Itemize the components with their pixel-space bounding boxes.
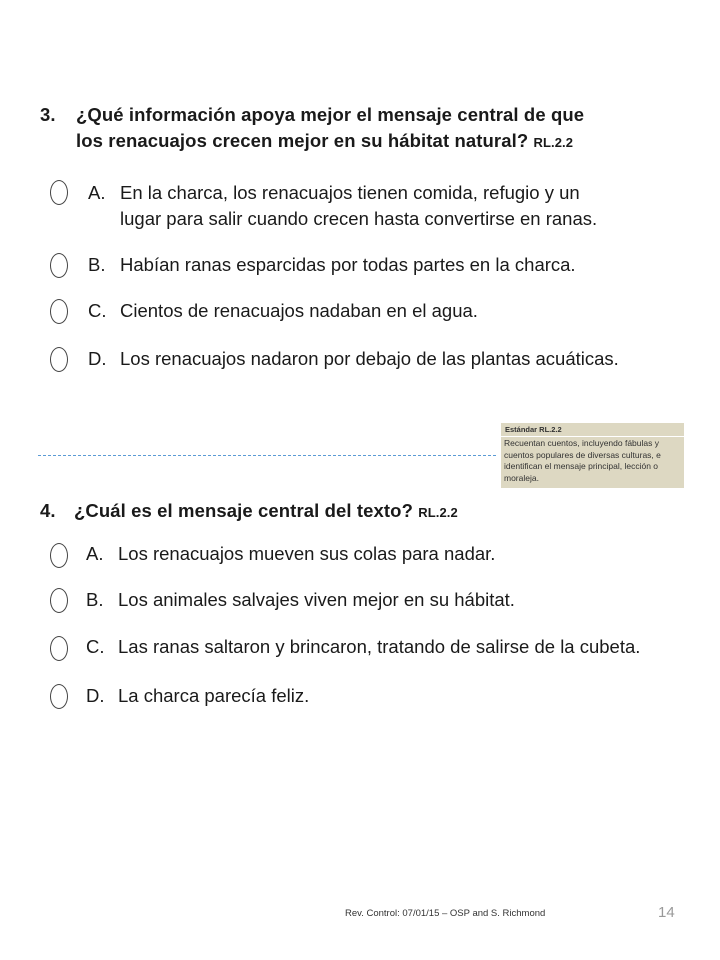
answer-bubble-3d[interactable] — [50, 347, 68, 372]
question-3-title — [40, 102, 700, 156]
option-3d — [88, 346, 619, 372]
option-letter: C. — [88, 300, 107, 321]
answer-bubble-3c[interactable] — [50, 299, 68, 324]
answer-bubble-4b[interactable] — [50, 588, 68, 613]
answer-bubble-3b[interactable] — [50, 253, 68, 278]
option-letter: B. — [86, 589, 104, 610]
answer-bubble-4c[interactable] — [50, 636, 68, 661]
option-3a — [88, 180, 597, 232]
answer-bubble-3a[interactable] — [50, 180, 68, 205]
option-text: Habían ranas esparcidas por todas partes en la charca. — [120, 254, 576, 275]
standard-note-body: Recuentan cuentos, incluyendo fábulas y cuentos populares de diversas culturas, e identifican el mensaje principal, lección o moraleja. — [504, 438, 661, 483]
question-text-line-2 — [76, 128, 700, 156]
question-text-line-1: ¿Qué información apoya mejor el mensaje central de que — [76, 104, 585, 125]
standard-note-box — [501, 423, 684, 488]
option-4b — [86, 587, 515, 613]
standard-tag: RL.2.2 — [418, 505, 458, 520]
option-3b — [88, 252, 576, 278]
standard-tag: RL.2.2 — [533, 135, 574, 150]
question-text: los renacuajos crecen mejor en su hábitat natural? — [76, 130, 529, 151]
option-4d — [86, 683, 309, 709]
option-text: Los renacuajos nadaron por debajo de las plantas acuáticas. — [120, 348, 619, 369]
option-text: Los renacuajos mueven sus colas para nadar. — [118, 543, 496, 564]
option-letter: A. — [88, 182, 106, 203]
option-text-line-2: lugar para salir cuando crecen hasta convertirse en ranas. — [120, 208, 598, 229]
question-number: 3. — [40, 104, 56, 125]
revision-control-footer: Rev. Control: 07/01/15 – OSP and S. Richmond — [345, 908, 546, 919]
question-number: 4. — [40, 500, 56, 521]
option-letter: D. — [86, 685, 105, 706]
option-letter: C. — [86, 636, 105, 657]
option-text: La charca parecía feliz. — [118, 685, 310, 706]
section-divider — [38, 455, 496, 456]
answer-bubble-4d[interactable] — [50, 684, 68, 709]
option-4a — [86, 541, 495, 567]
question-text-line — [74, 498, 700, 526]
option-letter: D. — [88, 348, 107, 369]
option-text: Las ranas saltaron y brincaron, tratando de salirse de la cubeta. — [118, 636, 641, 657]
option-4c — [86, 634, 640, 660]
option-text: Cientos de renacuajos nadaban en el agua. — [120, 300, 478, 321]
question-4-title — [40, 498, 700, 526]
option-text-line-1: En la charca, los renacuajos tienen comida, refugio y un — [120, 182, 580, 203]
answer-bubble-4a[interactable] — [50, 543, 68, 568]
standard-note-header: Estándar RL.2.2 — [505, 425, 562, 434]
page-number: 14 — [658, 904, 675, 921]
option-text: Los animales salvajes viven mejor en su hábitat. — [118, 589, 515, 610]
option-letter: A. — [86, 543, 104, 564]
standard-note-divider — [501, 436, 684, 437]
option-letter: B. — [88, 254, 106, 275]
option-3c — [88, 298, 478, 324]
question-text: ¿Cuál es el mensaje central del texto? — [74, 500, 413, 521]
